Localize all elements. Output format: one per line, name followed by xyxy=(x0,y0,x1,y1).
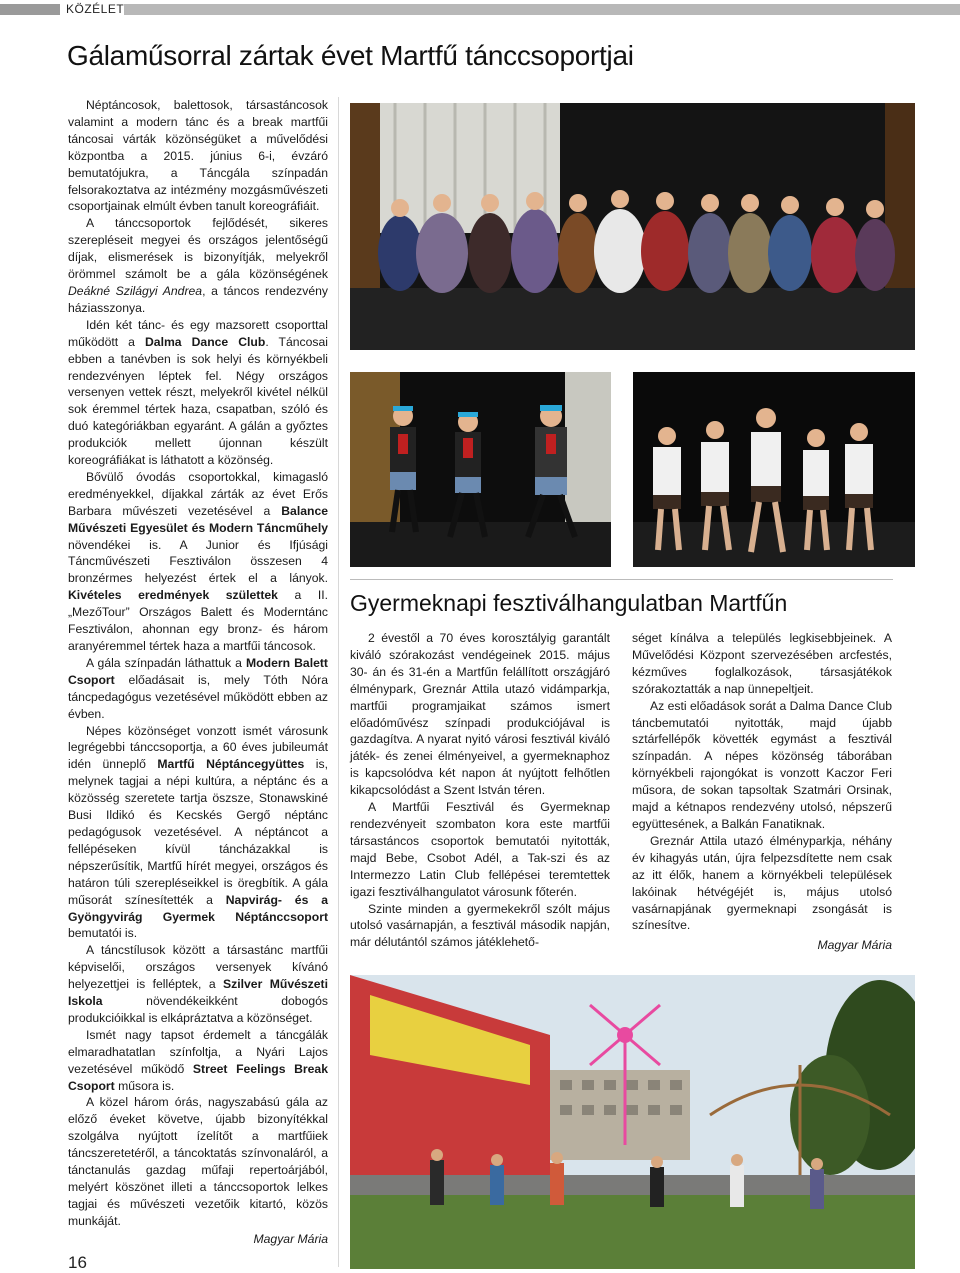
text: Ismét nagy tapsot érdemelt a táncgálák elmaradhatatlan színfoltja, a Nyári Lajos vezetésével működő xyxy=(68,1027,328,1076)
section-label: KÖZÉLET xyxy=(66,2,125,16)
photo-amusement-park xyxy=(350,975,915,1269)
text: Néptáncosok, balettosok, társastáncosok valamint a modern tánc és a break martfűi táncosai várták közönségüket a művelődési központba a 2015. június 6-i, évzáró bemutatójukra, a Táncgála színpadán felsorakoztatva az intézmény mozgásművészeti csoportjainak elmúlt évben tanult koreográfiáit. xyxy=(68,98,328,214)
column-divider xyxy=(338,97,339,1267)
text: A táncstílusok között a társastánc martfűi képviselői, országos versenyek kívánó helyezettjei is felléptek, a xyxy=(68,943,328,992)
paragraph-2 xyxy=(68,215,328,316)
article-2-column-2 xyxy=(632,630,892,952)
paragraph-8 xyxy=(68,1027,328,1095)
text: a II. „MezőTour” Országos Balett és Moderntánc Fesztiválon, ahonnan egy bronz- és három aranyéremmel tértek haza a martfűi táncosok. xyxy=(68,588,328,653)
text: Népes közönséget vonzott ismét városunk legrégebbi tánccsoportja, a 60 éves jubileumát idén ünneplő xyxy=(68,723,328,772)
text: bemutatói is. xyxy=(68,926,138,941)
text: Szinte minden a gyermekekről szólt május utolsó vasárnapján, a fesztivál második napján, már délutántól számos játéklehető- xyxy=(350,901,610,950)
paragraph-7 xyxy=(68,942,328,1027)
header-bar-left xyxy=(0,4,60,15)
group-name: Balance Művészeti Egyesület és Modern Táncműhely xyxy=(68,503,328,535)
text: Bővülő óvodás csoportokkal, kimagasló eredményekkel, díjakkal zárták az évet Erős Barbara művészeti vezetésével a xyxy=(68,469,328,518)
article-2-column-1 xyxy=(350,630,610,951)
text: séget kínálva a település legkisebbjeinek. A Művelődési Központ szervezésében arcfestés, kézműves foglalkozások, társasjátékok szórakoztatták a nap ünnepeltjeit. xyxy=(632,631,892,696)
text: 2 évestől a 70 éves korosztályig garantált kiváló szórakozást vendégeinek 2015. május 30- án és 31-én a Martfűn felállított országjáró élménypark, Greznár Attila utazó vidámparkja, martfűi programjaikat számos ismert előadóművész színpadi produkciójával is gazdagítva. A nyarat nyitó városi fesztivál kiváló játék- és zenei élményeivel, a gyermeknaphoz is kapcsolódva két napon át nyújtott felhőtlen kikapcsolódást a Szent István téren. xyxy=(350,631,610,798)
group-name: Modern Balett Csoport xyxy=(68,655,328,687)
group-name: Martfű Néptáncegyüttes xyxy=(157,757,305,772)
article-title: Gálaműsorral zártak évet Martfű tánccsoportjai xyxy=(67,40,634,71)
text: . Táncosai ebben a tanévben is sok helyi és környékbeli rendezvényen léptek fel. Négy országos versenyen vettek részt, melyekről kivétel nélkül sok éremmel tértek haza, csapatban, szóló és duó kategóriákban egyaránt. A gálán a győztes produkciók mellett újonnan készült koreográfiákat is láthatott a közönség. xyxy=(68,334,328,468)
paragraph-1 xyxy=(68,97,328,215)
paragraph xyxy=(350,799,610,900)
club-name: Dalma Dance Club xyxy=(145,334,266,349)
text: Az esti előadások sorát a Dalma Dance Club táncbemutatói nyitották, majd újabb sztárfellépők követték egymást a fesztivál színpadán. A népes közönség táborában környékbeli rajongókat is vonzott Kaczor Feri műsora, de sokan tapsoltak Szatmári Orsinak, majd a kétnapos rendezvény utolsó, népszerű együttesének, a Balkán Fanatiknak. xyxy=(632,698,892,831)
photo-street-dance xyxy=(350,372,611,567)
highlight: Kivételes eredmények születtek xyxy=(68,588,278,603)
page-number: 16 xyxy=(68,1253,87,1272)
text: Idén két tánc- és egy mazsorett csoporttal működött a xyxy=(68,317,328,349)
text: A tánccsoportok fejlődését, sikeres szerepléseit megyei és országos jelentőségű díjak, elismerések is bizonyítják, melyekről örömmel számolt be a gála közönségének xyxy=(68,216,328,282)
text: A gála színpadán láthattuk a xyxy=(86,655,247,670)
article-2-title: Gyermeknapi fesztiválhangulatban Martfűn xyxy=(350,590,788,616)
group-name: Napvirág- és a Gyöngyvirág Gyermek Néptánccsoport xyxy=(68,892,328,924)
text: növendékei is. A Junior és Ifjúsági Táncművészeti Fesztiválon összesen 4 bronzérmes helyezést értek el a lányok. xyxy=(68,537,328,586)
host-name: Deákné Szilágyi Andrea xyxy=(68,283,203,298)
group-name: Street Feelings Break Csoport xyxy=(68,1061,328,1093)
text: előadásait is, mely Tóth Nóra táncpedagógus vezetésével működött ebben az évben. xyxy=(68,672,328,721)
paragraph-5 xyxy=(68,655,328,723)
amusement-park-image xyxy=(350,975,915,1269)
paragraph xyxy=(632,698,892,833)
folk-dancers-image xyxy=(350,103,915,350)
text: A közel három órás, nagyszabású gála az előző éveket követve, újabb bizonyítékkal szolgálva nyújtott ízelítőt a martfűiek táncszeretetéről, a táncoktatás színvonaláról, a tánctanulás gazdag műfaji repertoárjából, melyért köszönet illeti a tánccsoportok lelkes tagjai és művészeti vezetőik kitartó, közös munkáját. xyxy=(68,1095,328,1228)
paragraph xyxy=(632,630,892,698)
group-name: Szilver Művészeti Iskola xyxy=(68,977,328,1009)
paragraph-6 xyxy=(68,723,328,943)
paragraph-4 xyxy=(68,469,328,655)
text: A Martfűi Fesztivál és Gyermeknap rendezvényeit szombaton kora este martfűi társastáncos csoportok bemutatói nyitották, majd Bebe, Csobot Adél, a Tak-szi és az Intermezzo Latin Club fellépései teremtettek igazi fesztiválhangulatot városunk főterén. xyxy=(350,800,610,899)
modern-dancers-image xyxy=(633,372,915,567)
street-dance-image xyxy=(350,372,611,567)
text: növendékeikként dobogós produkcióikkal is elkápráztatva a közönséget. xyxy=(68,994,328,1025)
paragraph-3 xyxy=(68,317,328,469)
paragraph xyxy=(632,833,892,934)
author-byline: Magyar Mária xyxy=(253,1231,328,1246)
paragraph xyxy=(350,630,610,799)
article-body-left xyxy=(68,97,328,1246)
photo-folk-dancers xyxy=(350,103,915,350)
paragraph xyxy=(350,901,610,952)
section-divider xyxy=(350,579,893,580)
author-byline: Magyar Mária xyxy=(817,938,892,953)
header-bar-right xyxy=(124,4,960,15)
text: Greznár Attila utazó élményparkja, néhány év kihagyás után, újra felpezsdítette nem csak az itt élők, hanem a környékbeli települések lakóinak hétvégéjét is, május utolsó vasárnapjának gyermeknapi zsongását is színesítve. xyxy=(632,833,892,933)
photo-modern-dancers xyxy=(633,372,915,567)
paragraph-9 xyxy=(68,1094,328,1229)
text: műsora is. xyxy=(114,1078,175,1093)
text: is, melynek tagjai a népi kultúra, a néptánc és a közösség szeretete tartja öszsze, Stonawskiné Busi Ildikó és Kecskés Gergő néptánc pedagógusok vezetésével. A néptáncot a fellépéseken kívül táncházakkal is népszerűsítik, Martfű hírét megyei, országos és határon túli szerepléseikkel is öregbítik. A gála műsorát színesítették a xyxy=(68,757,328,907)
text: , a táncos rendezvény háziasszonya. xyxy=(68,283,328,315)
